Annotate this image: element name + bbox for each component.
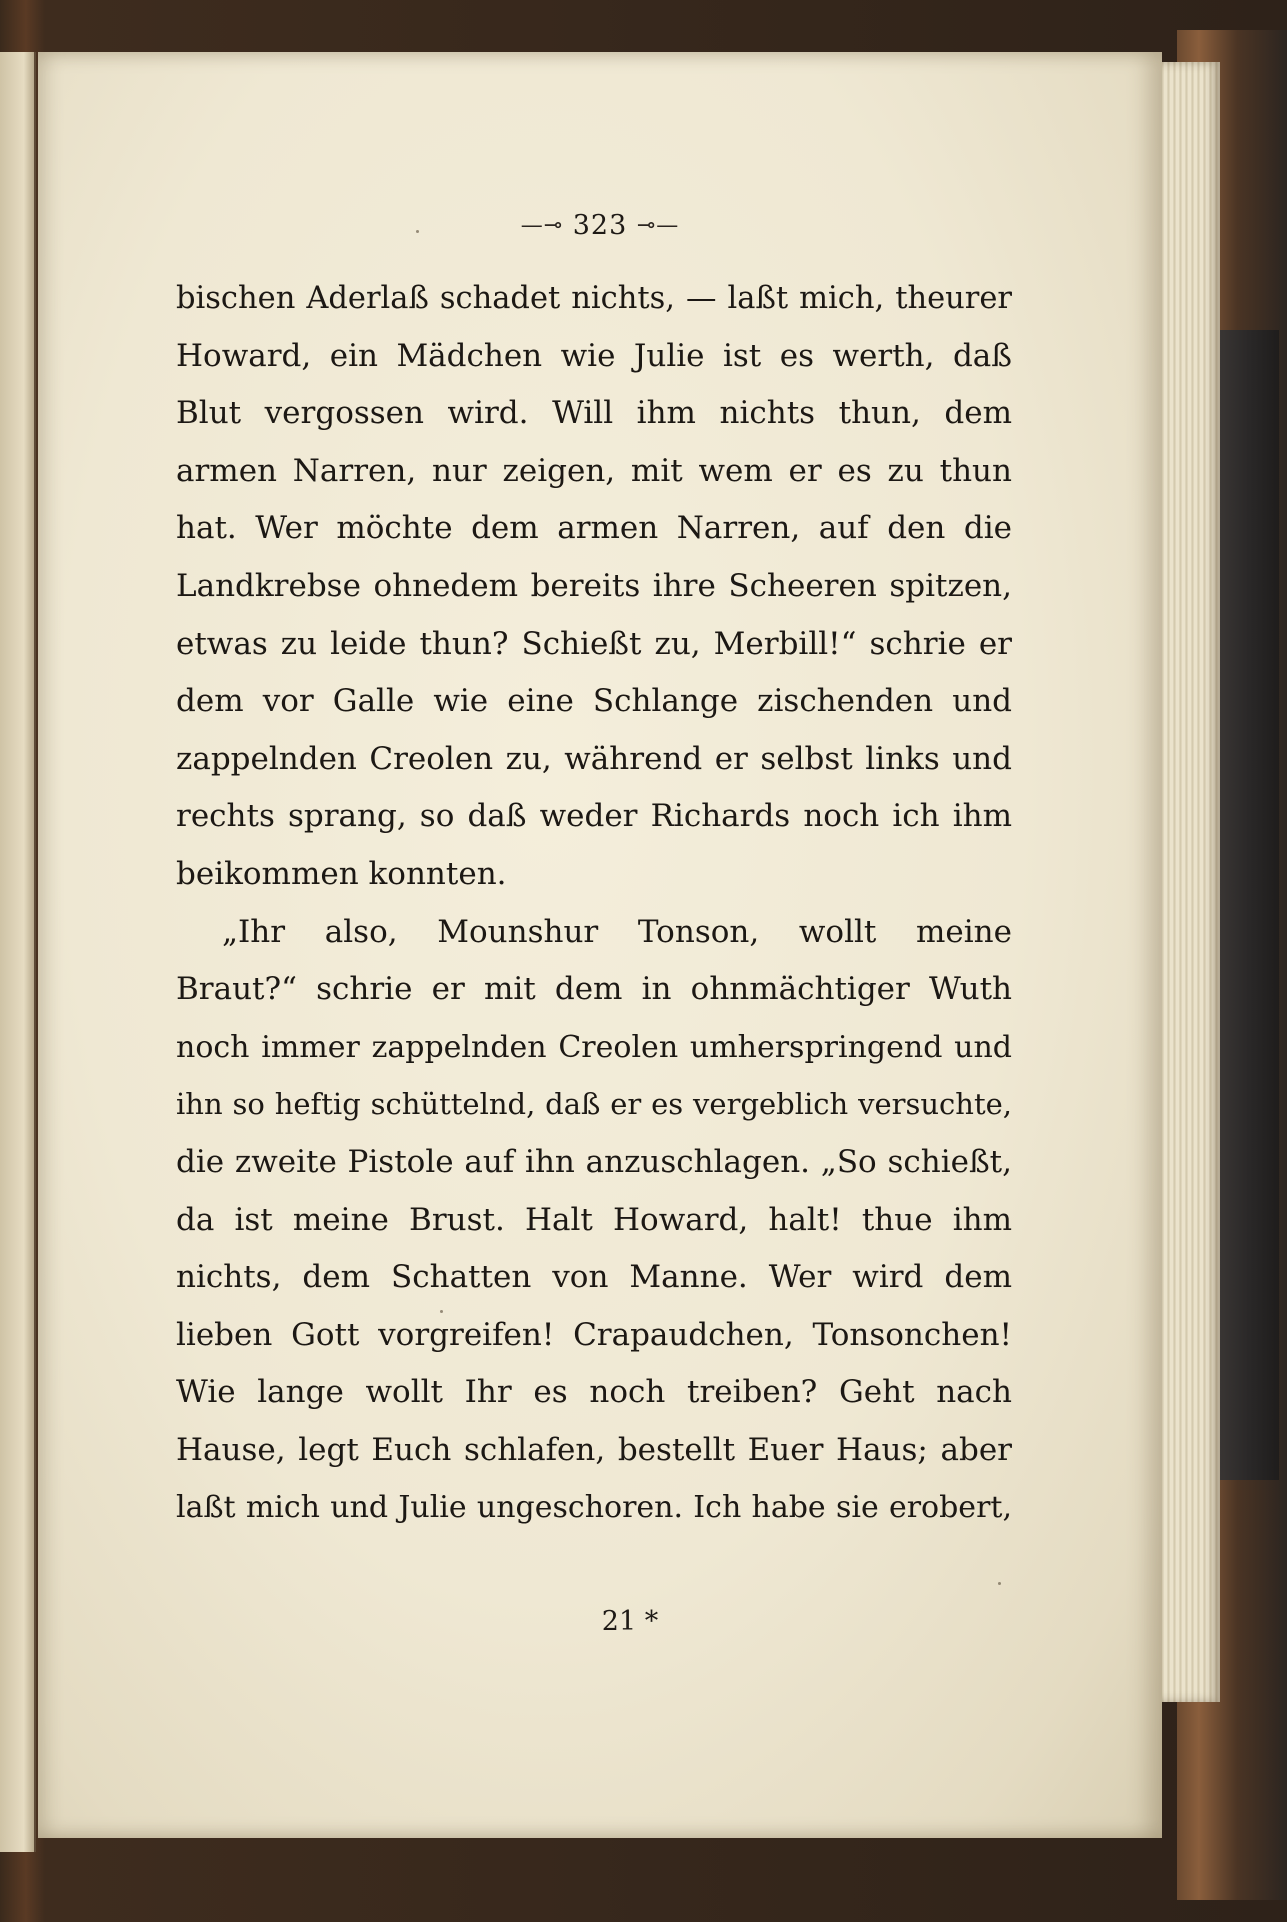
text-line: rechts sprang, so daß weder Richards noch ich ihm [176, 798, 1012, 835]
text-line: Landkrebse ohnedem bereits ihre Scheeren spitzen, [176, 567, 1012, 604]
text-line: Wie lange wollt Ihr es noch treiben? Geht nach [176, 1374, 1012, 1411]
text-line: laßt mich und Julie ungeschoren. Ich habe sie erobert, [176, 1490, 1012, 1526]
text-line: hat. Wer möchte dem armen Narren, auf den die [176, 510, 1012, 547]
paper-speck [440, 1310, 443, 1313]
text-line: bischen Aderlaß schadet nichts, — laßt mich, theurer [176, 281, 1012, 316]
book-cover-spine-band [1217, 330, 1279, 1480]
text-line: Hause, legt Euch schlafen, bestellt Euer Haus; aber [176, 1431, 1012, 1468]
paper-speck [416, 230, 419, 233]
signature-mark: 21 * [601, 1606, 659, 1637]
ornament-right-icon: ⊸— [636, 213, 680, 238]
text-line: Blut vergossen wird. Will ihm nichts thun, dem [176, 395, 1012, 432]
previous-page-edge [0, 52, 36, 1852]
page-header [38, 210, 1162, 241]
text-line: etwas zu leide thun? Schießt zu, Merbill!“ schrie er [176, 625, 1012, 662]
paper-speck [998, 1582, 1001, 1585]
page-number: 323 [572, 210, 628, 241]
text-line: Howard, ein Mädchen wie Julie ist es werth, daß [176, 337, 1012, 374]
text-line: da ist meine Brust. Halt Howard, halt! thue ihm [176, 1201, 1012, 1238]
book-page [38, 52, 1162, 1838]
text-line: Braut?“ schrie er mit dem in ohnmächtiger Wuth [176, 971, 1012, 1008]
page-stack-edge [1158, 62, 1220, 1702]
text-line: die zweite Pistole auf ihn anzuschlagen. „So schießt, [176, 1143, 1012, 1180]
text-line: armen Narren, nur zeigen, mit wem er es zu thun [176, 452, 1012, 489]
text-line: zappelnden Creolen zu, während er selbst links und [176, 740, 1012, 777]
text-line: ihn so heftig schüttelnd, daß er es vergeblich versuchte, [176, 1087, 1012, 1122]
text-line: „Ihr also, Mounshur Tonson, wollt meine [222, 913, 1012, 950]
text-line: lieben Gott vorgreifen! Crapaudchen, Tonsonchen! [176, 1316, 1012, 1353]
text-line: noch immer zappelnden Creolen umherspringend und [176, 1029, 1012, 1065]
text-line: nichts, dem Schatten von Manne. Wer wird dem [176, 1259, 1012, 1296]
text-line: beikommen konnten. [176, 855, 507, 892]
body-text [176, 270, 1012, 1537]
ornament-left-icon: —⊸ [520, 213, 564, 238]
text-line: dem vor Galle wie eine Schlange zischenden und [176, 683, 1012, 720]
